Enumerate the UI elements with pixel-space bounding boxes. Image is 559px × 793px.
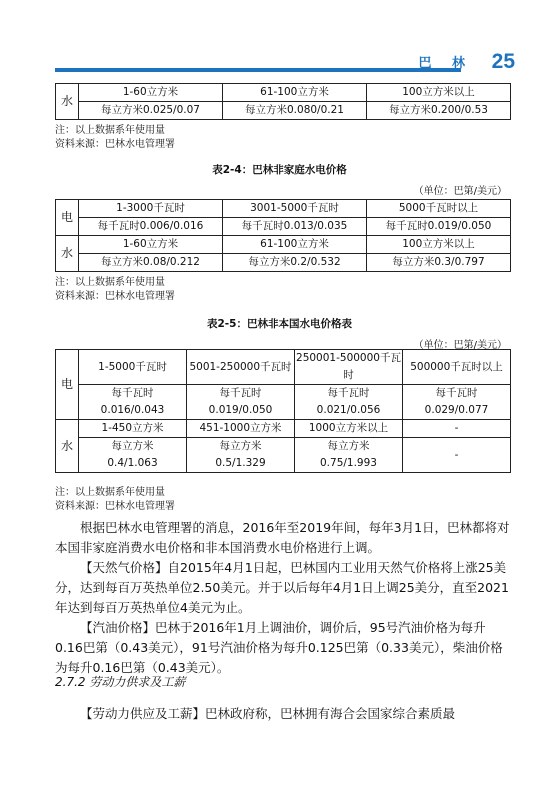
section-heading: 2.7.2 劳动力供求及工薪	[55, 675, 186, 689]
row-label-electricity: 电	[56, 200, 79, 236]
table-cell: 每千瓦时 0.021/0.056	[295, 385, 403, 420]
table-unit: （单位：巴第/美元）	[413, 186, 507, 197]
note-text: 注：以上数据系年使用量	[55, 125, 165, 136]
page-header	[55, 50, 515, 74]
body-text	[55, 704, 513, 724]
table-cell: 1-60立方米	[79, 84, 223, 102]
table-caption: 表2-5：巴林非本国水电价格表	[207, 318, 352, 330]
note-text: 注：以上数据系年使用量	[55, 487, 165, 498]
table-cell: 1000立方米以上	[295, 420, 403, 438]
paragraph: 根据巴林水电管理署的消息，2016年至2019年间，每年3月1日，巴林都将对本国非家庭消费水电价格和非本国消费水电价格进行上调。	[55, 520, 510, 555]
table-cell: 每立方米0.3/0.797	[367, 254, 511, 272]
table-cell: 5000千瓦时以上	[367, 200, 511, 218]
table-cell: 每立方米 0.4/1.063	[79, 438, 187, 473]
table-cell: 500000千瓦时以上	[403, 350, 511, 385]
table-cell: 每千瓦时0.013/0.035	[223, 218, 367, 236]
table-cell: 1-5000千瓦时	[79, 350, 187, 385]
table-cell: 61-100立方米	[223, 84, 367, 102]
table-cell: 61-100立方米	[223, 236, 367, 254]
table-cell: 100立方米以上	[367, 84, 511, 102]
non-household-price-table	[55, 199, 511, 272]
running-title: 巴 林	[418, 56, 473, 71]
row-label-water: 水	[56, 420, 79, 473]
header-rule	[55, 68, 461, 72]
table-cell: 每立方米 0.75/1.993	[295, 438, 403, 473]
source-text: 资料来源：巴林水电管理署	[55, 291, 175, 302]
table-cell: 每立方米0.2/0.532	[223, 254, 367, 272]
body-text	[55, 518, 513, 678]
table-cell: 3001-5000千瓦时	[223, 200, 367, 218]
table-cell: -	[403, 438, 511, 473]
table-cell: 每立方米0.025/0.07	[79, 102, 223, 120]
table-cell: 100立方米以上	[367, 236, 511, 254]
table-cell: 1-450立方米	[79, 420, 187, 438]
paragraph: 【天然气价格】自2015年4月1日起，巴林国内工业用天然气价格将上涨25美分，达到每百万英热单位2.50美元。并于以后每年4月1日上调25美分，直至2021年达到每百万英热单位4美元为止。	[55, 560, 509, 615]
table-cell: 1-60立方米	[79, 236, 223, 254]
paragraph: 【汽油价格】巴林于2016年1月上调油价，调价后，95号汽油价格为每升0.16巴第（0.43美元），91号汽油价格为每升0.125巴第（0.33美元），柴油价格为每升0.16巴第（0.43美元）。	[55, 620, 503, 675]
table-cell: 每立方米0.08/0.212	[79, 254, 223, 272]
table-cell: 每千瓦时 0.016/0.043	[79, 385, 187, 420]
row-label-electricity: 电	[56, 350, 79, 420]
table-caption: 表2-4：巴林非家庭水电价格	[212, 164, 347, 176]
table-cell: 5001-250000千瓦时	[187, 350, 295, 385]
row-label-water: 水	[56, 84, 79, 120]
source-text: 资料来源：巴林水电管理署	[55, 501, 175, 512]
table-cell: 451-1000立方米	[187, 420, 295, 438]
source-text: 资料来源：巴林水电管理署	[55, 139, 175, 150]
table-cell: 每千瓦时0.006/0.016	[79, 218, 223, 236]
table-cell: 每立方米0.200/0.53	[367, 102, 511, 120]
table-cell: 每立方米 0.5/1.329	[187, 438, 295, 473]
paragraph: 【劳动力供应及工薪】巴林政府称，巴林拥有海合会国家综合素质最	[80, 706, 456, 721]
table-note	[55, 276, 175, 304]
water-price-table-continued	[55, 83, 511, 120]
table-cell: -	[403, 420, 511, 438]
table-cell: 1-3000千瓦时	[79, 200, 223, 218]
table-cell: 每千瓦时 0.029/0.077	[403, 385, 511, 420]
page-number: 25	[491, 50, 515, 73]
table-note	[55, 124, 175, 152]
table-cell: 250001-500000千瓦时	[295, 350, 403, 385]
table-cell: 每立方米0.080/0.21	[223, 102, 367, 120]
row-label-water: 水	[56, 236, 79, 272]
note-text: 注：以上数据系年使用量	[55, 277, 165, 288]
non-national-price-table	[55, 349, 511, 473]
table-unit: （单位：巴第/美元）	[413, 340, 507, 351]
table-cell: 每千瓦时0.019/0.050	[367, 218, 511, 236]
table-note	[55, 486, 175, 514]
table-cell: 每千瓦时 0.019/0.050	[187, 385, 295, 420]
